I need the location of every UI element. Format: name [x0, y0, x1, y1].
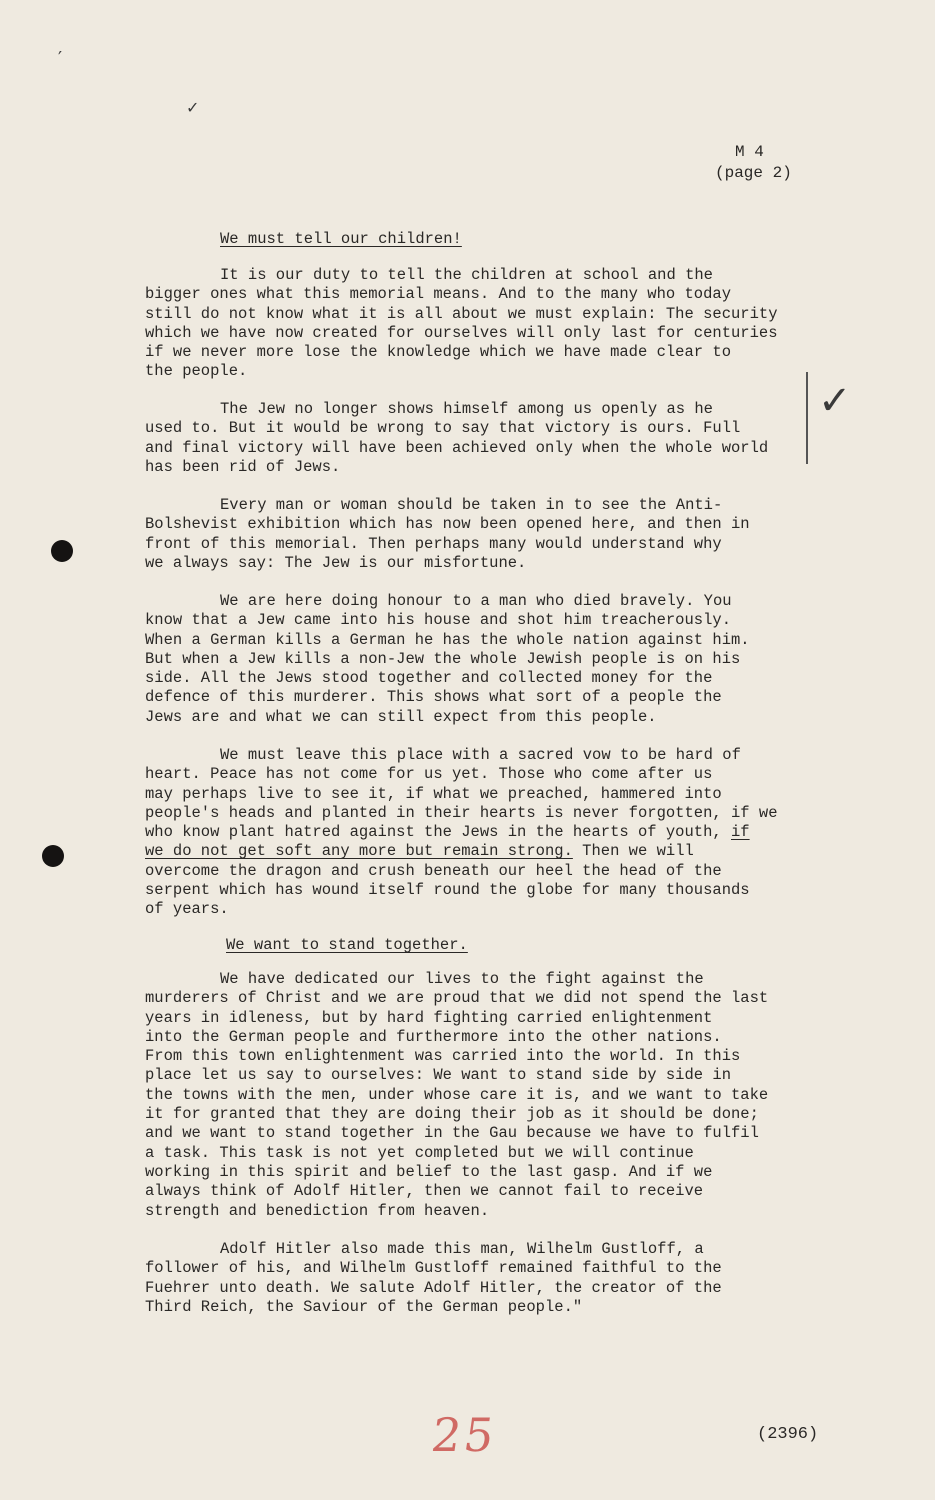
page-reference [715, 142, 792, 184]
punch-hole [42, 845, 64, 867]
paragraph: The Jew no longer shows himself among us openly as he used to. But it would be wrong to say that victory is ours. Full and final victory will have been achieved only when the whole world has been rid of Jews. [145, 400, 769, 476]
paragraph: We have dedicated our lives to the fight against the murderers of Christ and we are proud that we did not spend the last years in idleness, but by hard fighting carried enlightenment into the German people and furthermore into the other nations. From this town enlightenment was carried into the world. In this place let us say to ourselves: We want to stand side by side in the towns with the men, under whose care it is, and we want to take it for granted that they are doing their job as it should be done; and we want to stand together in the Gau because we have to fulfil a task. This task is not yet completed but we will continue working in this spirit and belief to the last gasp. And if we always think of Adolf Hitler, then we cannot fail to receive strength and benediction from heaven. [145, 970, 769, 1220]
document-ref: M 4 [735, 143, 764, 161]
vow-text-end: Then we will overcome the dragon and crush beneath our heel the head of the serpent which has wound itself round the globe for many thousands of years. [145, 842, 750, 919]
paragraph: It is our duty to tell the children at school and the bigger ones what this memorial means. And to the many who today still do not know what it is all about we must explain: The security which we have now created for ourselves will only last for centuries if we never more lose the knowledge which we have made clear to the people. [145, 266, 778, 381]
paragraph: Adolf Hitler also made this man, Wilhelm Gustloff, a follower of his, and Wilhelm Gustloff remained faithful to the Fuehrer unto death. We salute Adolf Hitler, the creator of the Third Reich, the Saviour of the German people." [145, 1240, 722, 1316]
page-number: (page 2) [715, 164, 792, 182]
margin-check-mark-icon: ✓ [818, 378, 852, 424]
document-code: (2396) [757, 1425, 819, 1444]
pencil-mark-icon: ′ [58, 48, 63, 69]
section-heading: We want to stand together. [226, 936, 468, 954]
paragraph-vow [145, 746, 805, 920]
check-mark-icon: ✓ [186, 98, 200, 117]
underlined-text: if we do not get soft any more but remain strong. [145, 823, 750, 861]
paragraph: We are here doing honour to a man who died bravely. You know that a Jew came into his house and shot him treacherously. When a German kills a German he has the whole nation against him. But when a Jew kills a non-Jew the whole Jewish people is on his side. All the Jews stood together and collected money for the defence of this murderer. This shows what sort of a people the Jews are and what we can still expect from this people. [145, 592, 750, 726]
vow-text: We must leave this place with a sacred vow to be hard of heart. Peace has not come for us yet. Those who come after us may perhaps live to see it, if what we preached, hammered into people's heads and planted in their hearts is never forgotten, if we who know plant hatred against the Jews in the hearts of youth, [145, 746, 778, 842]
section-heading: We must tell our children! [220, 230, 462, 248]
paragraph: Every man or woman should be taken in to see the Anti- Bolshevist exhibition which has now been opened here, and then in front of this memorial. Then perhaps many would understand why we always say: The Jew is our misfortune. [145, 496, 750, 572]
handwritten-page-number: 25 [428, 1408, 501, 1462]
punch-hole [51, 540, 73, 562]
margin-line [806, 372, 808, 464]
